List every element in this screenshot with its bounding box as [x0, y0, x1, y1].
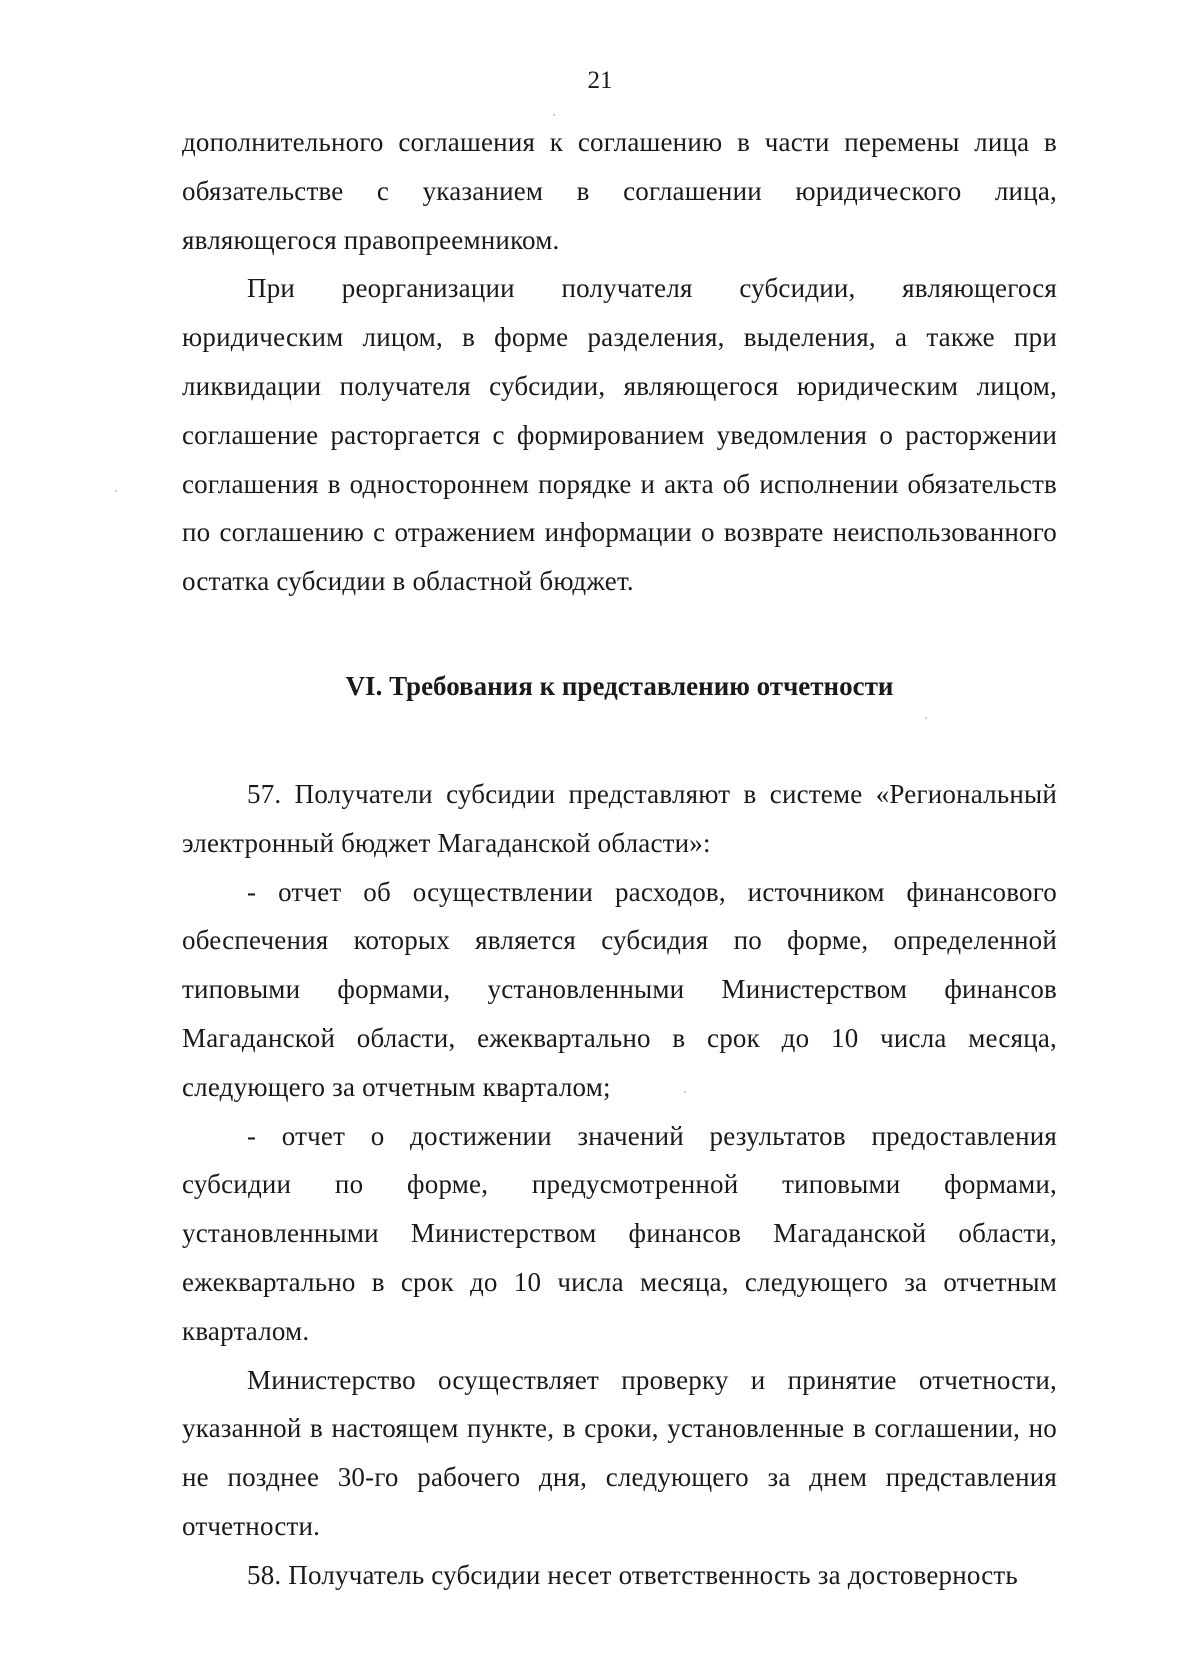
page-number: 21 [587, 67, 613, 94]
list-item-expenses-report: - отчет об осуществлении расходов, источником финансового обеспечения которых является субсидия по форме, определенной типовыми формами, установленными Министерством финансов Магаданской области, ежеквартально в срок до 10 числа месяца, следующего за отчетным кварталом; [182, 876, 1057, 1102]
paragraph-clause-58: 58. Получатель субсидии несет ответственность за достоверность [247, 1559, 1018, 1590]
paragraph-ministry-check: Министерство осуществляет проверку и принятие отчетности, указанной в настоящем пункте, в сроки, установленные в соглашении, но не позднее 30-го рабочего дня, следующего за днем представления отчетности. [182, 1364, 1057, 1541]
paragraph-continuation: дополнительного соглашения к соглашению в части перемены лица в обязательстве с указанием в соглашении юридического лица, являющегося правопреемником. [182, 127, 1057, 255]
paragraph-clause-57: 57. Получатели субсидии представляют в системе «Региональный электронный бюджет Магаданской области»: [182, 778, 1057, 858]
scan-speck [553, 114, 555, 116]
scan-speck [115, 490, 117, 492]
paragraph-reorganization: При реорганизации получателя субсидии, являющегося юридическим лицом, в форме разделения, выделения, а также при ликвидации получателя субсидии, являющегося юридическим лицом, соглашение расторгается с формированием уведомления о расторжении соглашения в одностороннем порядке и акта об исполнении обязательств по соглашению с отражением информации о возврате неиспользованного остатка субсидии в областной бюджет. [182, 273, 1057, 597]
section-heading: VI. Требования к представлению отчетности [345, 670, 894, 701]
list-item-results-report: - отчет о достижении значений результатов предоставления субсидии по форме, предусмотренной типовыми формами, установленными Министерством финансов Магаданской области, ежеквартально в срок до 10 числа месяца, следующего за отчетным кварталом. [182, 1120, 1057, 1346]
document-body [182, 118, 1057, 1600]
